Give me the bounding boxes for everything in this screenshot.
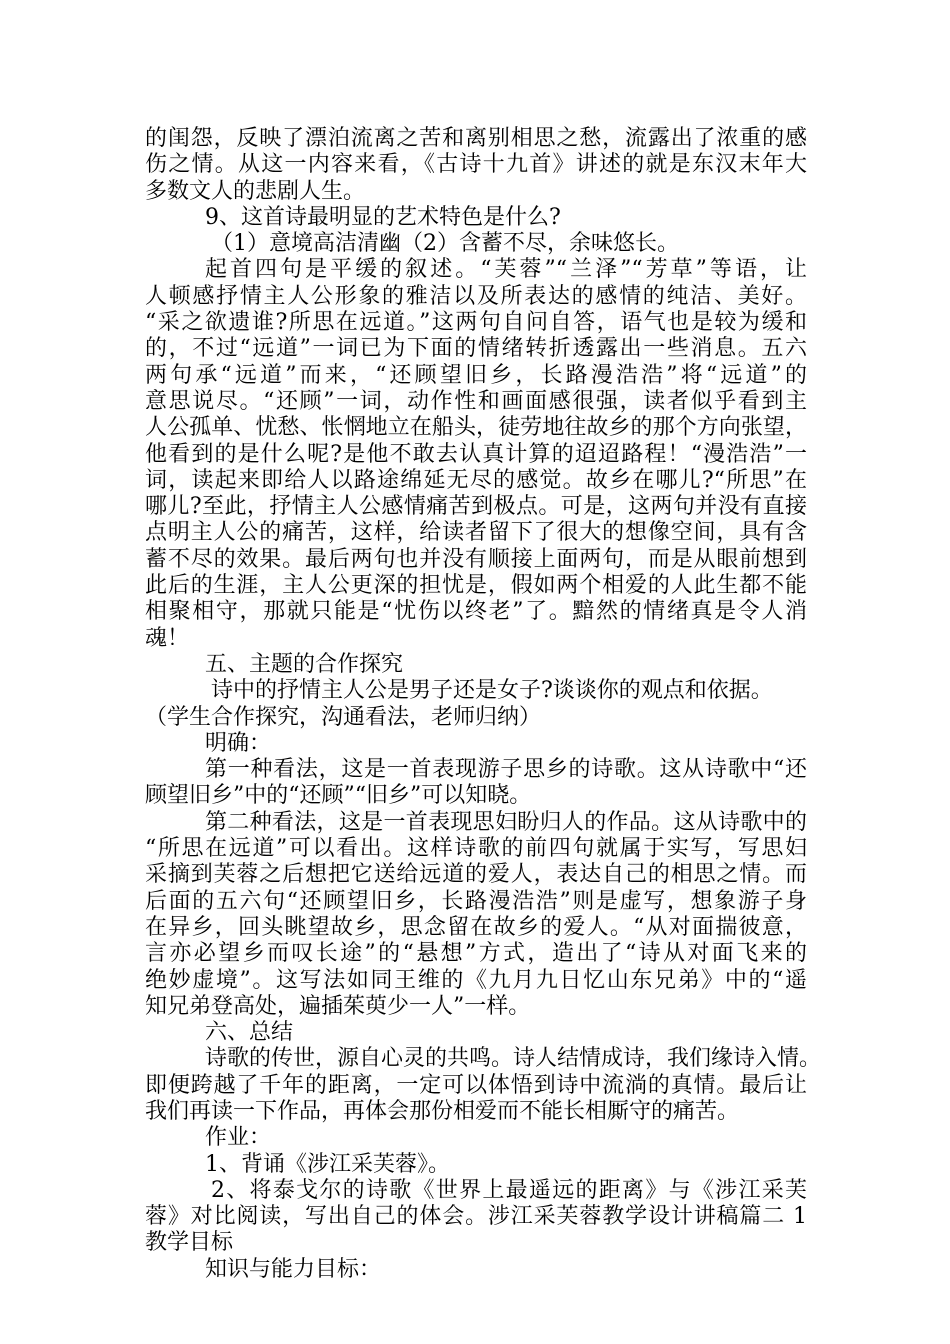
text-line: 魂！ bbox=[145, 625, 190, 651]
text-line: （学生合作探究，沟通看法，老师归纳） bbox=[145, 704, 542, 730]
text-line: 的，不过“远道”一词已为下面的情绪转折透露出一些消息。五六 bbox=[145, 336, 807, 362]
text-line: 绝妙虚境”。这写法如同王维的《九月九日忆山东兄弟》中的“遥 bbox=[145, 967, 807, 993]
text-line: 伤之情。从这一内容来看，《古诗十九首》讲述的就是东汉末年大 bbox=[145, 152, 807, 178]
text-line: 后面的五六句“还顾望旧乡，长路漫浩浩”则是虚写，想象游子身 bbox=[145, 888, 807, 914]
text-line: 多数文人的悲剧人生。 bbox=[145, 178, 366, 204]
text-line: 哪儿?至此，抒情主人公感情痛苦到极点。可是，这两句并没有直接 bbox=[145, 494, 807, 520]
text-line: 言亦必望乡而叹长途”的“悬想”方式，造出了“诗从对面飞来的 bbox=[145, 941, 807, 967]
text-line: 的闺怨，反映了漂泊流离之苦和离别相思之愁，流露出了浓重的感 bbox=[145, 126, 807, 151]
text-line: 人公孤单、忧愁、怅惘地立在船头，徒劳地往故乡的那个方向张望， bbox=[145, 415, 807, 441]
text-line: 诗歌的传世，源自心灵的共鸣。诗人结情成诗，我们缘诗入情。 bbox=[205, 1046, 822, 1072]
text-line: 即便跨越了千年的距离，一定可以体悟到诗中流淌的真情。最后让 bbox=[145, 1072, 807, 1098]
text-line: 他看到的是什么呢?是他不敢去认真计算的迢迢路程！“漫浩浩”一 bbox=[145, 441, 807, 467]
text-line: 相聚相守，那就只能是“忧伤以终老”了。黯然的情绪真是令人消 bbox=[145, 599, 807, 625]
text-line: 词，读起来即给人以路途绵延无尽的感觉。故乡在哪儿?“所思”在 bbox=[145, 467, 807, 493]
text-line: 诗中的抒情主人公是男子还是女子?谈谈你的观点和依据。 bbox=[211, 678, 773, 704]
text-line: 起首四句是平缓的叙述。“芙蓉”“兰泽”“芳草”等语，让 bbox=[205, 257, 807, 283]
text-line: 顾望旧乡”中的“还顾”“旧乡”可以知晓。 bbox=[145, 783, 532, 809]
text-line: 两句承“远道”而来，“还顾望旧乡，长路漫浩浩”将“远道”的 bbox=[145, 362, 807, 388]
text-line: 作业： bbox=[205, 1125, 272, 1151]
text-line: 明确： bbox=[205, 730, 272, 756]
text-line: “所思在远道”可以看出。这样诗歌的前四句就属于实写，写思妇 bbox=[145, 836, 807, 862]
text-line: 意思说尽。“还顾”一词，动作性和画面感很强，读者似乎看到主 bbox=[145, 388, 807, 414]
text-line: 教学目标 bbox=[145, 1230, 234, 1256]
text-line: 我们再读一下作品，再体会那份相爱而不能长相厮守的痛苦。 bbox=[145, 1098, 740, 1124]
document-page bbox=[145, 126, 822, 1283]
text-line: 人顿感抒情主人公形象的雅洁以及所表达的感情的纯洁、美好。 bbox=[145, 283, 807, 309]
text-line: 第二种看法，这是一首表现思妇盼归人的作品。这从诗歌中的 bbox=[205, 809, 807, 835]
text-line: 此后的生涯，主人公更深的担忧是，假如两个相爱的人此生都不能 bbox=[145, 573, 807, 599]
text-line: 蓄不尽的效果。最后两句也并没有顺接上面两句，而是从眼前想到 bbox=[145, 546, 807, 572]
text-line: 采摘到芙蓉之后想把它送给远道的爱人，表达自己的相思之情。而 bbox=[145, 862, 807, 888]
text-line: 六、总结 bbox=[205, 1020, 294, 1046]
text-line: （1）意境高洁清幽（2）含蓄不尽，余味悠长。 bbox=[211, 231, 679, 257]
text-line: 1、背诵《涉江采芙蓉》。 bbox=[205, 1151, 450, 1177]
text-line: 知兄弟登高处，遍插茱萸少一人”一样。 bbox=[145, 993, 531, 1019]
text-line: 在异乡，回头眺望故乡，思念留在故乡的爱人。“从对面揣彼意， bbox=[145, 914, 807, 940]
text-line: 9、这首诗最明显的艺术特色是什么? bbox=[205, 204, 561, 230]
text-line: 2、将泰戈尔的诗歌《世界上最遥远的距离》与《涉江采芙 bbox=[211, 1177, 807, 1203]
text-line: 第一种看法，这是一首表现游子思乡的诗歌。这从诗歌中“还 bbox=[205, 757, 807, 783]
text-line: 五、主题的合作探究 bbox=[205, 651, 404, 677]
text-line: 知识与能力目标： bbox=[205, 1256, 382, 1282]
text-line: 蓉》对比阅读，写出自己的体会。涉江采芙蓉教学设计讲稿篇二 1 bbox=[145, 1204, 807, 1230]
text-line: “采之欲遗谁?所思在远道。”这两句自问自答，语气也是较为缓和 bbox=[145, 310, 807, 336]
text-line: 点明主人公的痛苦，这样，给读者留下了很大的想像空间，具有含 bbox=[145, 520, 807, 546]
